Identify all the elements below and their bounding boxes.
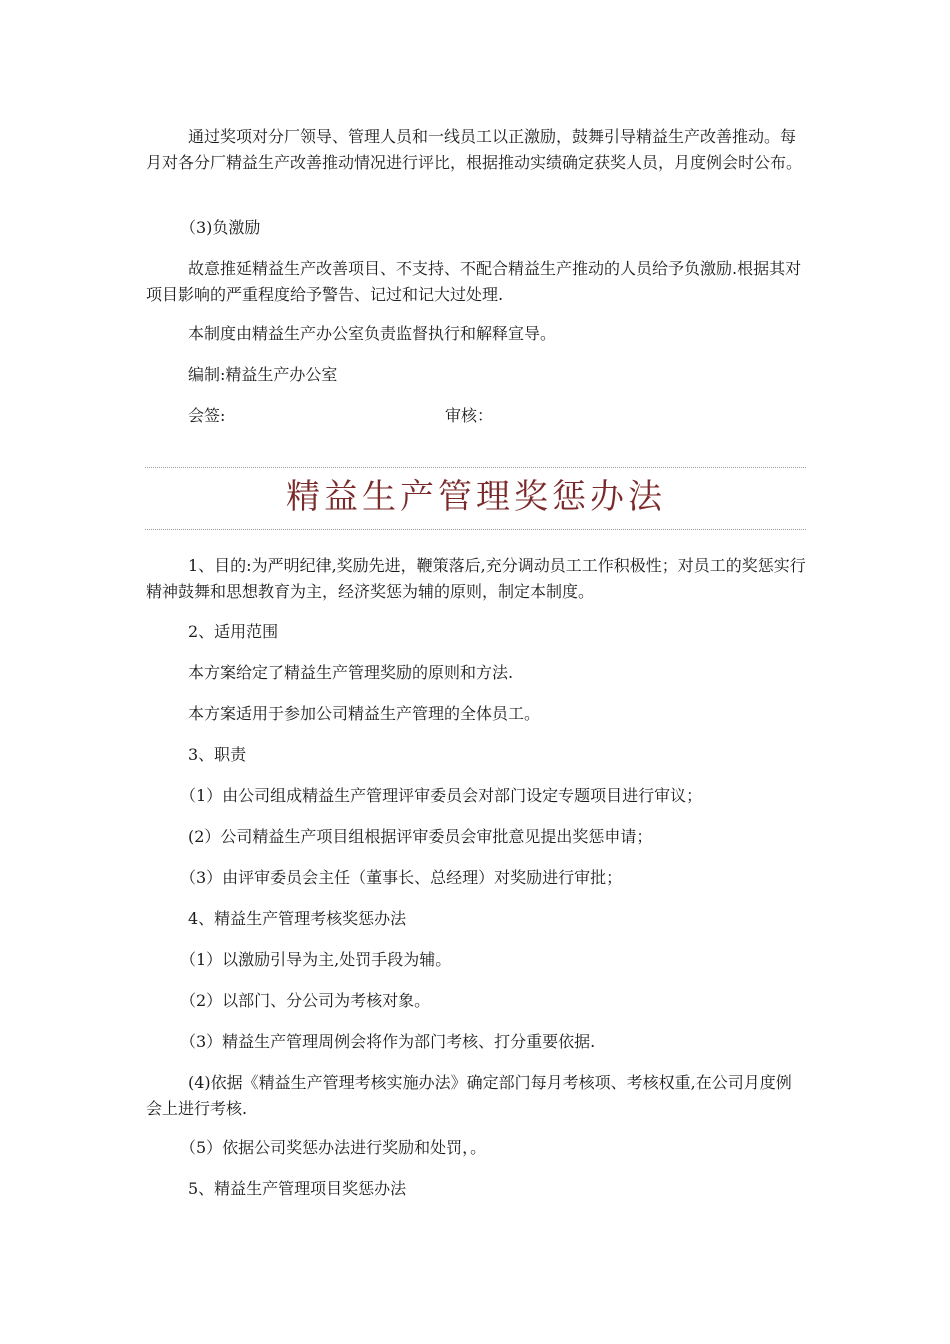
title-bottom-divider [145,529,806,530]
title-top-divider [145,467,806,468]
section-duties-item-3: （3）由评审委员会主任（董事长、总经理）对奖励进行审批； [180,868,623,887]
section-title: 精益生产管理奖惩办法 [286,477,666,517]
section-scope-heading: 2、适用范围 [188,622,279,641]
section-project-heading: 5、精益生产管理项目奖惩办法 [188,1179,407,1198]
paragraph-negative-incentive: 故意推延精益生产改善项目、不支持、不配合精益生产推动的人员给予负激励.根据其对项目影响的严重程度给予警告、记过和记大过处理. [146,259,802,304]
review-label: 审核： [445,406,494,425]
countersign-label: 会签: [188,406,226,425]
section-assessment-item-3: （3）精益生产管理周例会将作为部门考核、打分重要依据. [180,1032,596,1051]
section-assessment-item-5: （5）依据公司奖惩办法进行奖励和处罚，。 [180,1138,487,1157]
section-duties-item-1: （1）由公司组成精益生产管理评审委员会对部门设定专题项目进行审议； [180,786,703,805]
section-assessment-item-1: （1）以激励引导为主,处罚手段为辅。 [180,950,452,969]
section-scope-line-1: 本方案给定了精益生产管理奖励的原则和方法. [188,663,514,682]
section-duties-item-2: (2）公司精益生产项目组根据评审委员会审批意见提出奖惩申请； [188,827,653,846]
paragraph-positive-incentive: 通过奖项对分厂领导、管理人员和一线员工以正激励，鼓舞引导精益生产改善推动。每月对各分厂精益生产改善推动情况进行评比，根据推动实绩确定获奖人员，月度例会时公布。 [146,127,803,172]
section-purpose: 1、目的:为严明纪律,奖励先进，鞭策落后,充分调动员工工作积极性；对员工的奖惩实行精神鼓舞和思想教育为主，经济奖惩为辅的原则，制定本制度。 [146,556,806,601]
heading-negative-incentive: （3)负激励 [180,218,261,237]
paragraph-compiled-by: 编制:精益生产办公室 [188,365,338,384]
section-assessment-item-2: （2）以部门、分公司为考核对象。 [180,991,431,1010]
section-duties-heading: 3、职责 [188,745,247,764]
section-assessment-item-4: (4)依据《精益生产管理考核实施办法》确定部门每月考核项、考核权重,在公司月度例会上进行考核. [146,1073,792,1118]
section-assessment-heading: 4、精益生产管理考核奖惩办法 [188,909,407,928]
section-scope-line-2: 本方案适用于参加公司精益生产管理的全体员工。 [188,704,541,723]
paragraph-supervision: 本制度由精益生产办公室负责监督执行和解释宣导。 [188,324,557,343]
